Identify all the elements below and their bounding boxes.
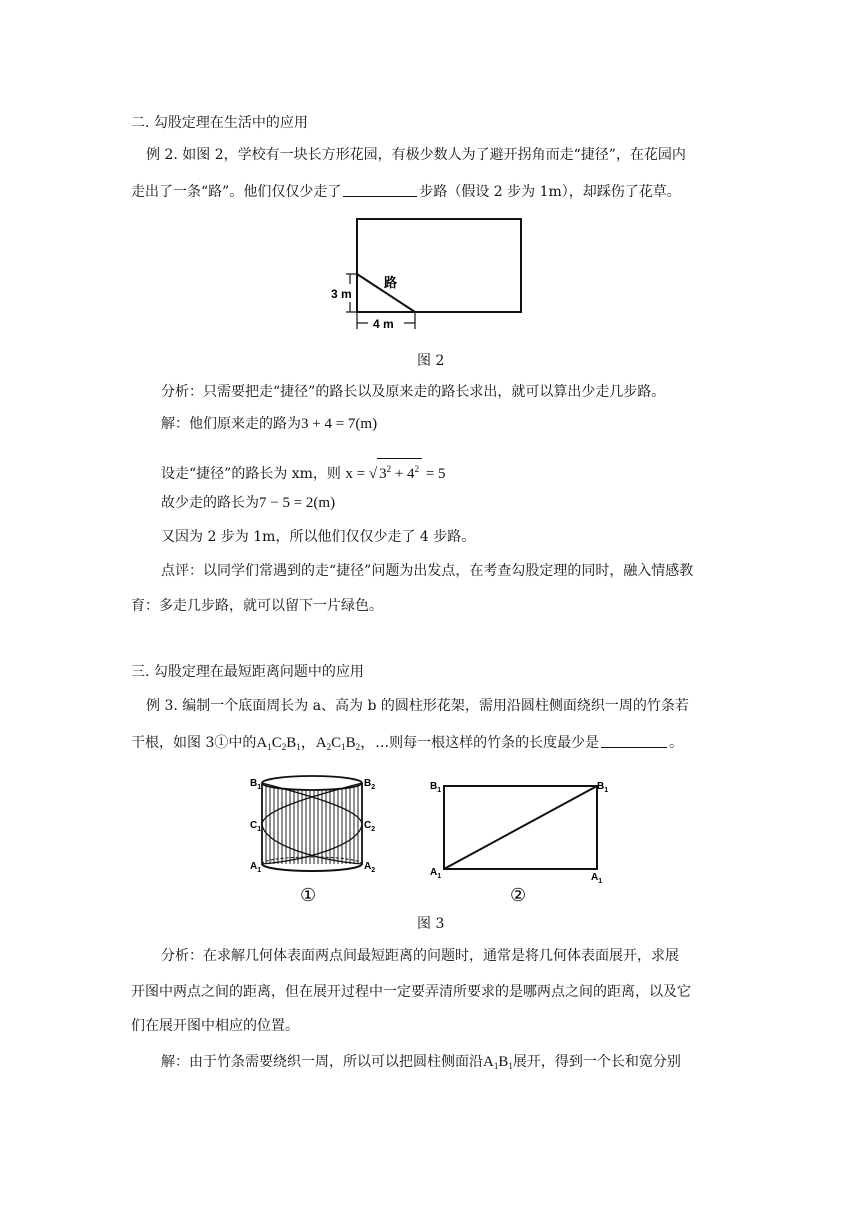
figure-2-caption: 图 2 [417, 353, 445, 369]
solution-text-end: 展开，得到一个长和宽分别 [512, 1054, 681, 1070]
solution-text: 解：他们原来走的路为 [161, 416, 301, 432]
analysis-3-line3: 们在展开图中相应的位置。 [131, 1018, 299, 1034]
example2-line2-start: 走出了一条“路”。他们仅仅少走了 [131, 184, 342, 200]
exponent: 2 [414, 464, 420, 474]
solution-2-line3 [161, 493, 335, 513]
example2-line1: 例 2. 如图 2，学校有一块长方形花园，有极少数人为了避开拐角而走“捷径”，在花园内 [146, 147, 686, 163]
road-label: 路 [384, 275, 398, 290]
solution-text: 故少走的路长为 [161, 495, 259, 511]
rect-label-B1-right: $B_1$ [597, 781, 609, 794]
example3-line2-end: 。 [669, 735, 684, 751]
label-B1: $B_1$ [250, 778, 262, 791]
figure-3-cylinder [248, 770, 378, 905]
solution-2-line4: 又因为 2 步为 1m，所以他们仅仅少走了 4 步路。 [161, 529, 476, 545]
diagonal-A1-B1 [444, 786, 597, 869]
solution-math: 3 + 4 = 7(m) [301, 416, 378, 432]
solution-text: 解：由于竹条需要绕织一周，所以可以把圆柱侧面沿 [161, 1054, 483, 1070]
dimension-4m-label: 4 m [373, 317, 394, 331]
solution-math: 7 − 5 = 2(m) [259, 495, 336, 511]
figure-3-unrolled-rectangle [426, 770, 612, 905]
label-A2: $A_2$ [364, 861, 376, 874]
solution-3-line1 [161, 1052, 681, 1076]
analysis-3-line1: 分析：在求解几何体表面两点间最短距离的问题时，通常是将几何体表面展开，求展 [161, 948, 679, 964]
rect-label-B1-left: $B_1$ [430, 781, 442, 794]
segment-list: $A_1C_2B_1$，$A_2C_1B_2$， [256, 735, 376, 752]
example2-line2-end: 步路（假设 2 步为 1m），却踩伤了花草。 [419, 184, 681, 200]
garden-rectangle [357, 219, 521, 312]
example3-line2-mid: …则每一根这样的竹条的长度最少是 [375, 735, 600, 751]
figure-2-garden [328, 212, 528, 337]
label-A1: $A_1$ [250, 861, 262, 874]
figure-3-subcaption-2: ② [510, 885, 527, 905]
example2-line2 [131, 182, 681, 202]
solution-2-line2 [161, 458, 446, 484]
formula-lhs: x = [345, 466, 366, 482]
answer-blank [601, 733, 667, 748]
exponent: 2 [386, 464, 392, 474]
example3-line2-start: 干根，如图 3①中的 [131, 735, 257, 751]
radicand-3: 3 [379, 466, 387, 482]
hypotenuse-formula [345, 466, 445, 482]
comment-line2: 育：多走几步路，就可以留下一片绿色。 [131, 598, 383, 614]
label-C1: $C_1$ [250, 820, 262, 833]
dimension-3m-label: 3 m [331, 287, 352, 301]
section2-heading: 二. 勾股定理在生活中的应用 [131, 115, 308, 131]
solution-2-line1 [161, 414, 377, 434]
figure-3-subcaption-1: ① [300, 885, 317, 905]
formula-rhs: = 5 [425, 466, 446, 482]
example3-line1: 例 3. 编制一个底面周长为 a、高为 b 的圆柱形花架，需用沿圆柱侧面绕织一周的竹条若 [146, 698, 689, 714]
radicand-4: + 4 [391, 466, 415, 482]
comment-line1: 点评：以同学们常遇到的走“捷径”问题为出发点，在考查勾股定理的同时，融入情感教 [161, 563, 694, 579]
example3-line2 [131, 733, 683, 757]
figure-3-caption: 图 3 [417, 916, 445, 932]
rect-label-A1-left: $A_1$ [430, 867, 442, 880]
sqrt-radical: √ $3^2 + 4^2$ [369, 458, 422, 484]
answer-blank [343, 182, 417, 197]
rect-label-A1-right: $A_1$ [591, 872, 603, 885]
solution-text: 设走“捷径”的路长为 xm，则 [161, 466, 341, 482]
section3-heading: 三. 勾股定理在最短距离问题中的应用 [131, 664, 364, 680]
segment-A1B1: $A_1B_1$ [483, 1054, 513, 1071]
analysis-3-line2: 开图中两点之间的距离，但在展开过程中一定要弄清所要求的是哪两点之间的距离，以及它 [131, 984, 691, 1000]
label-B2: $B_2$ [364, 778, 376, 791]
label-C2: $C_2$ [364, 820, 376, 833]
analysis-2: 分析：只需要把走“捷径”的路长以及原来走的路长求出，就可以算出少走几步路。 [161, 384, 666, 400]
